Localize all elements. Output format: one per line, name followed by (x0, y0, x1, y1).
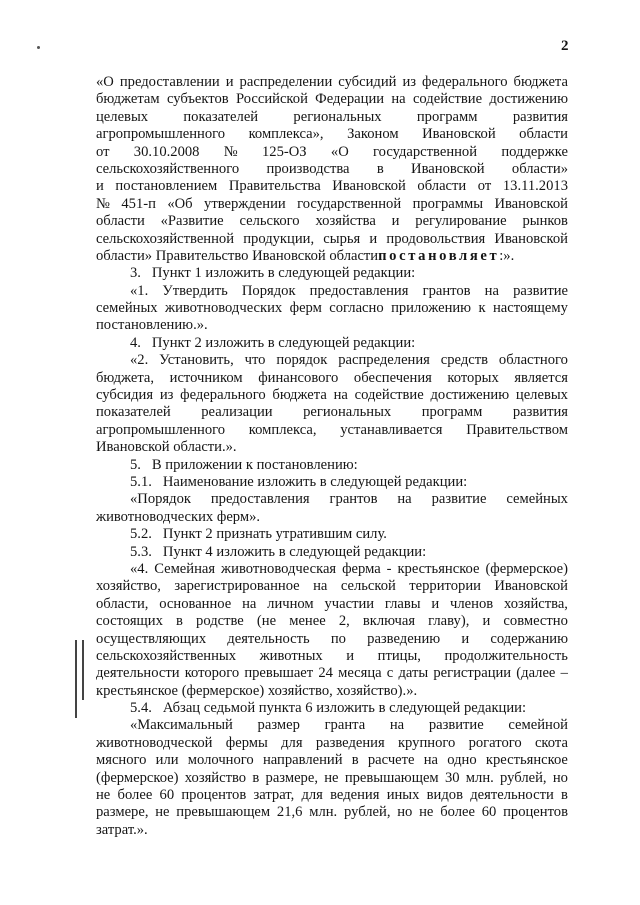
word: «1. (130, 282, 149, 299)
word: Установить, (159, 352, 234, 369)
word: предоставления (210, 491, 310, 508)
text-line (96, 109, 568, 126)
word: гранта (324, 717, 366, 734)
word: является (514, 369, 568, 386)
text-line (96, 665, 568, 682)
word: бюджета, (96, 369, 155, 386)
word: развитие (513, 282, 568, 299)
word: Законом (347, 126, 399, 143)
word: рублей, (500, 769, 547, 786)
word: по (330, 630, 346, 647)
word: федерального (422, 74, 508, 90)
word: регистрации (433, 665, 512, 682)
word: предоставления (309, 282, 409, 299)
word: Ивановской (494, 230, 568, 247)
word: расчете (367, 752, 415, 769)
text-line (96, 300, 568, 317)
line-text: 3. Пункт 1 изложить в следующей редакции: (130, 265, 416, 282)
word: животноводческих (164, 300, 283, 317)
word: порядок (276, 352, 328, 369)
word: 13.11.2013 (502, 178, 568, 195)
text-line (96, 509, 568, 526)
word: семейных (96, 300, 158, 317)
word: на (397, 491, 412, 508)
word: развитие (431, 491, 487, 508)
word: деятельности (470, 787, 554, 804)
word: (не (256, 613, 277, 630)
text-line (96, 561, 568, 578)
word: 30.10.2008 (133, 143, 200, 160)
word: с (386, 665, 394, 682)
text-line (96, 491, 568, 508)
word: регулирование (415, 213, 507, 230)
word: развитие (428, 717, 484, 734)
word: основанное (159, 595, 232, 612)
word: которых (447, 369, 499, 386)
word: Утвердить (162, 282, 228, 299)
word: фермы (225, 734, 268, 751)
word: 24 (318, 665, 333, 682)
word: главы (384, 595, 421, 612)
word: состоящих (96, 613, 163, 630)
word: более (440, 804, 475, 821)
text-line (96, 578, 568, 595)
word: программы (412, 195, 484, 212)
word: 60 (159, 787, 175, 804)
text-line (96, 335, 568, 352)
word: и (96, 178, 104, 195)
word: «Об (167, 195, 193, 212)
word: деятельности (96, 665, 180, 682)
scan-margin-mark (82, 640, 84, 700)
word: государственной (297, 195, 402, 212)
word: животноводческой (96, 734, 213, 751)
word: территории (409, 578, 481, 595)
word: месяца (338, 665, 382, 682)
word: программ (416, 108, 478, 125)
word: агропромышленного (96, 421, 226, 438)
text-line (96, 439, 568, 456)
word: одно (447, 752, 477, 769)
word: от (96, 143, 110, 160)
word: 125-ОЗ (261, 143, 307, 160)
word: (фермерское) (96, 769, 179, 786)
word: в (351, 752, 359, 769)
word: настоящему (493, 300, 568, 317)
line-text: 5.4. Абзац седьмой пункта 6 изложить в следующей редакции: (130, 700, 527, 717)
text-line (96, 404, 568, 421)
word: главу), (428, 613, 470, 630)
text-line (96, 457, 568, 474)
word: предоставлении (119, 74, 220, 90)
word: показателей (96, 404, 171, 421)
text-line (96, 265, 568, 282)
word: содействие (412, 91, 483, 108)
word: сельской (340, 578, 396, 595)
word: включая (362, 613, 416, 630)
text-line (96, 596, 568, 613)
word: птицы, (377, 647, 421, 664)
word: иных (386, 787, 420, 804)
text-line (96, 144, 568, 161)
word: не (155, 804, 170, 821)
word: на (423, 752, 439, 769)
scan-margin-mark (75, 640, 77, 718)
word: показателей (183, 108, 259, 125)
word: из (402, 74, 417, 90)
word: членов (450, 595, 494, 612)
word: «Максимальный (130, 717, 233, 734)
word: крупного (397, 734, 456, 751)
word: и (369, 230, 378, 247)
word: процентов (181, 787, 247, 804)
word: не (96, 787, 111, 804)
word: «Порядок (130, 491, 191, 508)
word: хозяйство (184, 769, 247, 786)
word: сельскохозяйственного (96, 160, 240, 177)
word: и (461, 630, 470, 647)
word: комплекса», (248, 126, 324, 143)
word: региональных (293, 108, 382, 125)
word: разведению (367, 630, 441, 647)
word: в (176, 613, 183, 630)
word: 60 (481, 804, 497, 821)
word: № (96, 195, 110, 212)
line-text: 5. В приложении к постановлению: (130, 456, 358, 473)
word: рублей, (343, 804, 391, 821)
text-line (96, 526, 568, 543)
word: не (324, 769, 339, 786)
line-text: 5.1. Наименование изложить в следующей редакции: (130, 473, 468, 490)
word: ферм (289, 300, 322, 317)
word: достижению (430, 387, 510, 404)
word: совместно (503, 613, 568, 630)
text-line (96, 74, 568, 91)
word: размер (257, 717, 300, 734)
word: поддержке (501, 143, 568, 160)
word: развития (512, 404, 568, 421)
word: хозяйства, (503, 595, 568, 612)
word: на (389, 717, 405, 734)
word: (далее (516, 665, 556, 682)
word: Ивановской (494, 578, 568, 595)
word: Ивановской (494, 195, 568, 212)
word: достижению (489, 91, 568, 108)
text-line (96, 387, 568, 404)
word: молочного (187, 752, 254, 769)
word: Ивановской (332, 178, 406, 195)
text-line (96, 196, 568, 213)
word: семейных (506, 491, 568, 508)
word: которого (184, 665, 240, 682)
text-line (96, 126, 568, 143)
word: для (281, 734, 303, 751)
text-line (96, 231, 568, 248)
text-line (96, 161, 568, 178)
text-line (96, 317, 568, 334)
word: рогатого (468, 734, 522, 751)
document-body (96, 74, 568, 839)
line-text: области» Правительство Ивановской области (96, 247, 379, 264)
line-text: 4. Пункт 2 изложить в следующей редакции: (130, 334, 416, 351)
text-line (96, 648, 568, 665)
word: целевых (515, 387, 568, 404)
word: сырья (323, 230, 361, 247)
emphasized-word: постановляет (378, 247, 500, 264)
word: участии (324, 595, 375, 612)
word: на (391, 91, 406, 108)
word: в (561, 787, 568, 804)
word: устанавливается (340, 421, 443, 438)
word: - (386, 560, 392, 577)
word: деятельность (227, 630, 310, 647)
word: и (225, 74, 234, 90)
word: продолжительность (444, 647, 568, 664)
word: крестьянское (485, 752, 568, 769)
line-text: Ивановской области.». (96, 439, 237, 456)
word: не (419, 804, 434, 821)
text-line (96, 735, 568, 752)
line-text: крестьянское (фермерское) хозяйство, хозяйство).». (96, 682, 418, 699)
word: на (313, 578, 328, 595)
word: области (519, 126, 568, 143)
word: превышающем (344, 769, 439, 786)
word: «4. (130, 560, 149, 577)
word: согласно (329, 300, 384, 317)
word: к (478, 300, 486, 317)
word: приложению (391, 300, 472, 317)
word: производства (266, 160, 350, 177)
word: Порядок (241, 282, 296, 299)
word: реализации (201, 404, 273, 421)
word: № (223, 143, 238, 160)
word: «О (96, 74, 114, 90)
word: Российской (235, 91, 308, 108)
word: 451-п (121, 195, 156, 212)
word: на (484, 282, 499, 299)
word: животных (259, 647, 323, 664)
word: Семейная (154, 560, 216, 577)
word: но (397, 804, 413, 821)
text-line (96, 474, 568, 491)
word: направлений (262, 752, 343, 769)
word: региональных (303, 404, 392, 421)
word: продукции, (243, 230, 315, 247)
line-text: 5.2. Пункт 2 признать утратившим силу. (130, 526, 387, 543)
word: комплекса, (248, 421, 317, 438)
word: мясного (96, 752, 147, 769)
word: затрат, (253, 787, 295, 804)
line-text: :». (499, 247, 515, 264)
text-line (96, 178, 568, 195)
word: из (159, 387, 174, 404)
word: распределения (338, 352, 430, 369)
word: более (117, 787, 153, 804)
word: области (417, 178, 467, 195)
scan-artifact-dot (37, 46, 40, 49)
word: области» (511, 160, 568, 177)
word: распределении (239, 74, 333, 90)
word: Правительства (228, 178, 321, 195)
word: и (391, 213, 400, 230)
word: хозяйства (315, 213, 376, 230)
word: (фермерское) (485, 560, 568, 577)
word: грантов (329, 491, 378, 508)
word: утверждении (204, 195, 286, 212)
word: рынков (522, 213, 568, 230)
word: государственной (373, 143, 478, 160)
word: в (376, 160, 384, 177)
word: и (482, 613, 491, 630)
word: продовольствия (386, 230, 486, 247)
word: Правительством (466, 421, 568, 438)
word: содержанию (490, 630, 568, 647)
word: млн. (309, 804, 338, 821)
line-text: постановлению.». (96, 317, 208, 334)
word: но (552, 769, 568, 786)
word: программ (421, 404, 483, 421)
word: семейной (508, 717, 568, 734)
word: и (346, 647, 355, 664)
line-text: затрат.». (96, 821, 148, 838)
line-text: 5.3. Пункт 4 изложить в следующей редакции: (130, 543, 427, 560)
word: области, (96, 595, 149, 612)
word: разведения (315, 734, 385, 751)
text-line (96, 822, 568, 839)
word: бюджетам (96, 91, 160, 108)
text-line (96, 613, 568, 630)
word: превышающем (176, 804, 271, 821)
word: на (333, 387, 348, 404)
text-line (96, 370, 568, 387)
word: животноводческая (221, 560, 337, 577)
word: скота (534, 734, 568, 751)
text-line (96, 352, 568, 369)
word: развития (512, 108, 568, 125)
word: субсидия (96, 387, 154, 404)
word: Ивановской (411, 160, 485, 177)
text-line (96, 700, 568, 717)
text-line (96, 544, 568, 561)
word: областного (498, 352, 568, 369)
word: сельскохозяйственных (96, 647, 237, 664)
word: федерального (180, 387, 266, 404)
word: зарегистрированное (174, 578, 300, 595)
word: крестьянское (397, 560, 480, 577)
word: «О (330, 143, 349, 160)
word: Федерации (315, 91, 385, 108)
text-line (96, 422, 568, 439)
text-line (96, 683, 568, 700)
word: личном (267, 595, 314, 612)
word: или (155, 752, 179, 769)
word: в (252, 769, 260, 786)
word: что (244, 352, 266, 369)
text-line (96, 787, 568, 804)
word: грантов (422, 282, 471, 299)
word: родстве (196, 613, 244, 630)
text-line (96, 283, 568, 300)
text-line (96, 804, 568, 821)
word: бюджета (272, 387, 327, 404)
word: субсидий (338, 74, 397, 90)
word: обеспечения (353, 369, 432, 386)
word: сельского (239, 213, 300, 230)
word: средств (440, 352, 489, 369)
word: от (477, 178, 492, 195)
word: млн. (465, 769, 494, 786)
word: осуществляющих (96, 630, 207, 647)
word: превышает (244, 665, 314, 682)
word: видов (426, 787, 463, 804)
word: и (431, 595, 440, 612)
word: хозяйство, (96, 578, 161, 595)
text-line (96, 752, 568, 769)
word: менее (289, 613, 326, 630)
page-number: 2 (561, 38, 569, 54)
word: субъектов (166, 91, 229, 108)
word: 21,6 (276, 804, 303, 821)
word: даты (398, 665, 429, 682)
word: 30 (444, 769, 460, 786)
word: ферма (342, 560, 381, 577)
word: – (560, 665, 568, 682)
word: 2, (338, 613, 350, 630)
word: на (242, 595, 257, 612)
word: области (96, 213, 145, 230)
text-line (96, 91, 568, 108)
word: сельскохозяйственной (96, 230, 235, 247)
word: ведения (330, 787, 380, 804)
text-line (96, 213, 568, 230)
word: «Развитие (160, 213, 224, 230)
word: источником (169, 369, 243, 386)
word: финансового (258, 369, 339, 386)
text-line (96, 631, 568, 648)
word: целевых (96, 108, 149, 125)
word: Ивановской (422, 126, 496, 143)
word: «2. (130, 352, 149, 369)
word: размере, (265, 769, 318, 786)
word: бюджета (513, 74, 568, 90)
word: постановлением (115, 178, 218, 195)
text-line (96, 248, 568, 265)
line-text: животноводческих ферм». (96, 508, 261, 525)
word: агропромышленного (96, 126, 226, 143)
text-line (96, 770, 568, 787)
word: процентов (503, 804, 568, 821)
word: размере, (96, 804, 149, 821)
word: для (301, 787, 323, 804)
text-line (96, 717, 568, 734)
word: содействие (354, 387, 424, 404)
